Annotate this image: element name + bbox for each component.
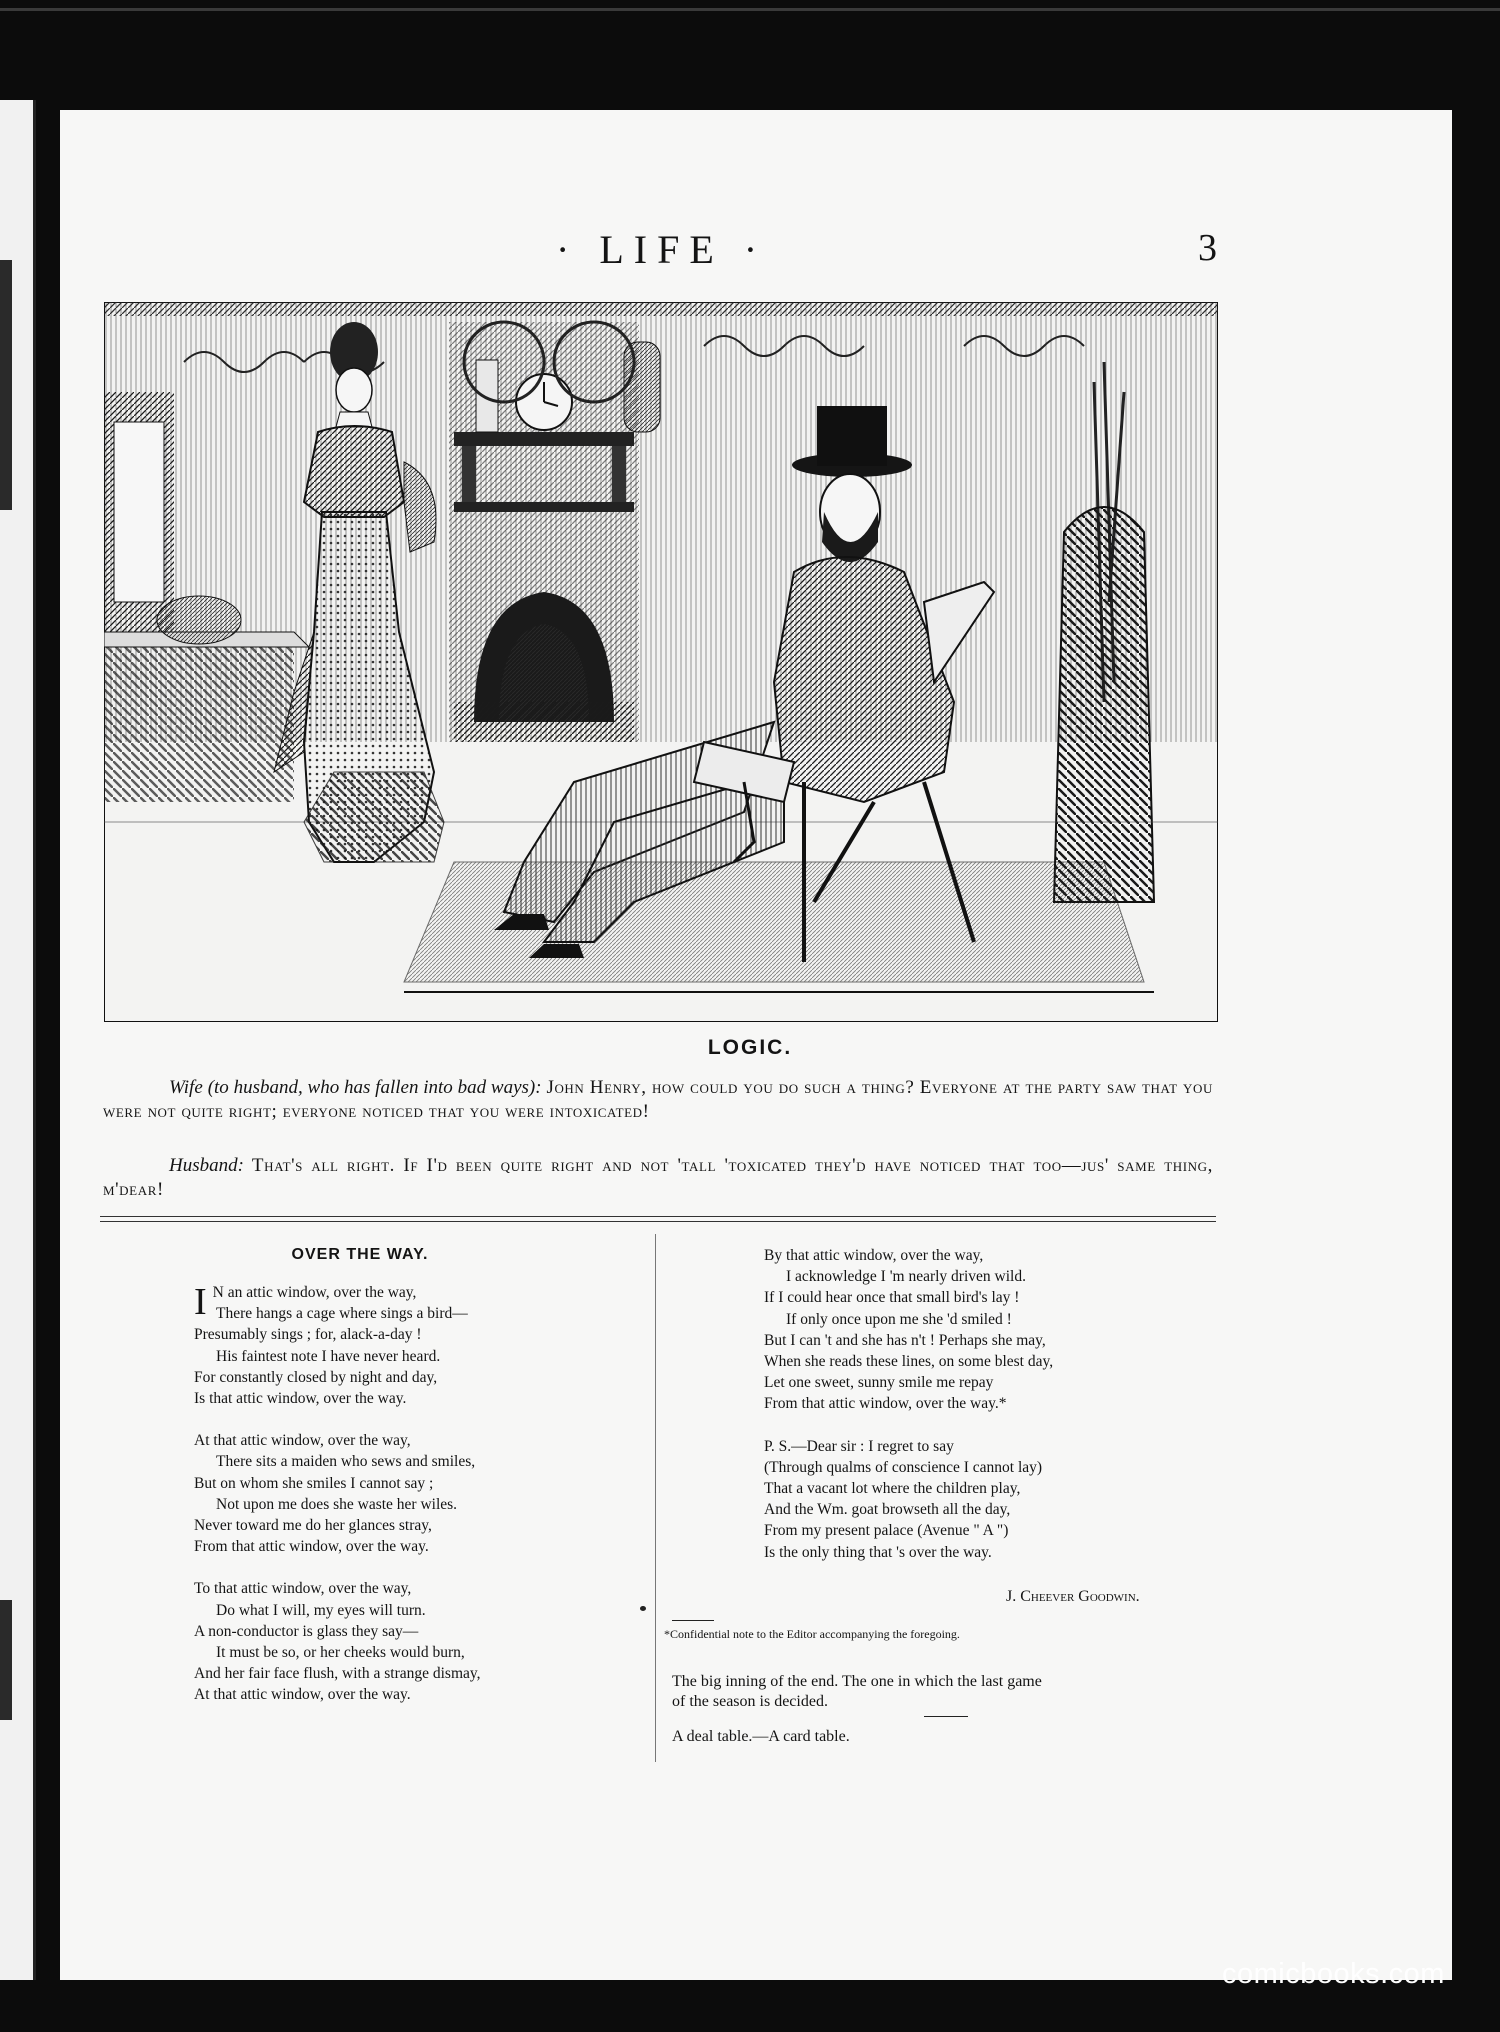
masthead: · LIFE · xyxy=(556,227,768,272)
husband-speech: That's all right. If I'd been quite right and not 'tall 'toxicated they'd have noticed that too—jus' same thing, m'dear! xyxy=(103,1155,1213,1200)
poem-line: And the Wm. goat browseth all the day, xyxy=(764,1501,1011,1519)
poem-left-column xyxy=(194,1282,481,1727)
scanner-top-edge xyxy=(0,8,1500,11)
poem-line: If only once upon me she 'd smiled ! xyxy=(786,1310,1012,1328)
poem-line: Not upon me does she waste her wiles. xyxy=(216,1495,458,1513)
husband-speaker-label: Husband: xyxy=(169,1155,244,1176)
poem-line: From that attic window, over the way. xyxy=(194,1538,429,1556)
poem-line: And her fair face flush, with a strange dismay, xyxy=(194,1665,481,1683)
poem-line: If I could hear once that small bird's lay ! xyxy=(764,1289,1020,1307)
poem-line: P. S.—Dear sir : I regret to say xyxy=(764,1437,954,1455)
poem-stanza-1 xyxy=(194,1282,481,1409)
poem-line: At that attic window, over the way, xyxy=(194,1432,411,1450)
footnote: *Confidential note to the Editor accompanying the foregoing. xyxy=(664,1627,960,1641)
husband-dialogue xyxy=(103,1154,1213,1202)
poem-line: Never toward me do her glances stray, xyxy=(194,1517,432,1535)
cartoon-title: LOGIC. xyxy=(707,1036,793,1059)
drop-cap: I xyxy=(194,1281,207,1323)
engraving-wife-scolding-husband-in-parlor-icon xyxy=(104,302,1218,1022)
wife-speaker-label: Wife xyxy=(169,1077,203,1098)
poem-line: Do what I will, my eyes will turn. xyxy=(216,1601,426,1619)
page-number: 3 xyxy=(1198,227,1217,269)
ink-speck xyxy=(640,1606,646,1611)
poem-line: But I can 't and she has n't ! Perhaps she may, xyxy=(764,1331,1046,1349)
poem-line: At that attic window, over the way. xyxy=(194,1686,411,1704)
poem-line: From that attic window, over the way.* xyxy=(764,1395,1007,1413)
previous-page-print-fragment xyxy=(0,260,12,510)
wife-speech: John Henry, how could you do such a thing? Everyone at the party saw that you were not quite right; everyone noticed that you were intoxicated! xyxy=(103,1077,1213,1122)
joke-paragraph xyxy=(672,1672,1042,1712)
poem-right-column xyxy=(764,1245,1053,1584)
poem-line: For constantly closed by night and day, xyxy=(194,1368,438,1386)
poem-line: It must be so, or her cheeks would burn, xyxy=(216,1644,465,1662)
poem-line: When she reads these lines, on some blest day, xyxy=(764,1353,1054,1371)
poem-postscript xyxy=(764,1436,1053,1563)
poem-line: Is that attic window, over the way. xyxy=(194,1390,407,1408)
poem-line: By that attic window, over the way, xyxy=(764,1247,984,1264)
poem-line: But on whom she smiles I cannot say ; xyxy=(194,1474,434,1492)
poem-signature: J. Cheever Goodwin. xyxy=(1006,1588,1140,1605)
footnote-rule xyxy=(672,1620,714,1621)
poem-line: His faintest note I have never heard. xyxy=(216,1347,441,1365)
poem-line: Let one sweet, sunny smile me repay xyxy=(764,1374,994,1392)
column-divider xyxy=(655,1234,656,1762)
site-watermark: comicbooks.com xyxy=(1222,1958,1445,1990)
poem-line: Presumably sings ; for, alack-a-day ! xyxy=(194,1326,422,1344)
poem-line: (Through qualms of conscience I cannot lay) xyxy=(764,1458,1043,1476)
poem-line: There sits a maiden who sews and smiles, xyxy=(216,1453,476,1471)
wife-stage-direction: (to husband, who has fallen into bad ways): xyxy=(207,1077,542,1098)
joke-line: The big inning of the end. The one in which the last game xyxy=(672,1673,1042,1690)
poem-title: OVER THE WAY. xyxy=(291,1246,429,1263)
poem-line: From my present palace (Avenue " A ") xyxy=(764,1522,1009,1540)
poem-stanza-3 xyxy=(194,1578,481,1705)
poem-line: To that attic window, over the way, xyxy=(194,1580,412,1598)
poem-stanza-4 xyxy=(764,1245,1053,1415)
poem-line: N an attic window, over the way, xyxy=(212,1284,417,1301)
wife-dialogue xyxy=(103,1076,1213,1124)
previous-page-print-fragment xyxy=(0,1600,12,1720)
joke-line: of the season is decided. xyxy=(672,1693,828,1710)
poem-line: I acknowledge I 'm nearly driven wild. xyxy=(786,1268,1026,1286)
poem-line: A non-conductor is glass they say— xyxy=(194,1622,419,1640)
joke-paragraph: A deal table.—A card table. xyxy=(672,1728,850,1745)
poem-line: That a vacant lot where the children play, xyxy=(764,1480,1021,1498)
joke-divider xyxy=(924,1716,968,1717)
poem-line: Is the only thing that 's over the way. xyxy=(764,1543,992,1561)
poem-line: There hangs a cage where sings a bird— xyxy=(216,1305,468,1323)
section-divider xyxy=(100,1216,1216,1222)
poem-stanza-2 xyxy=(194,1430,481,1557)
